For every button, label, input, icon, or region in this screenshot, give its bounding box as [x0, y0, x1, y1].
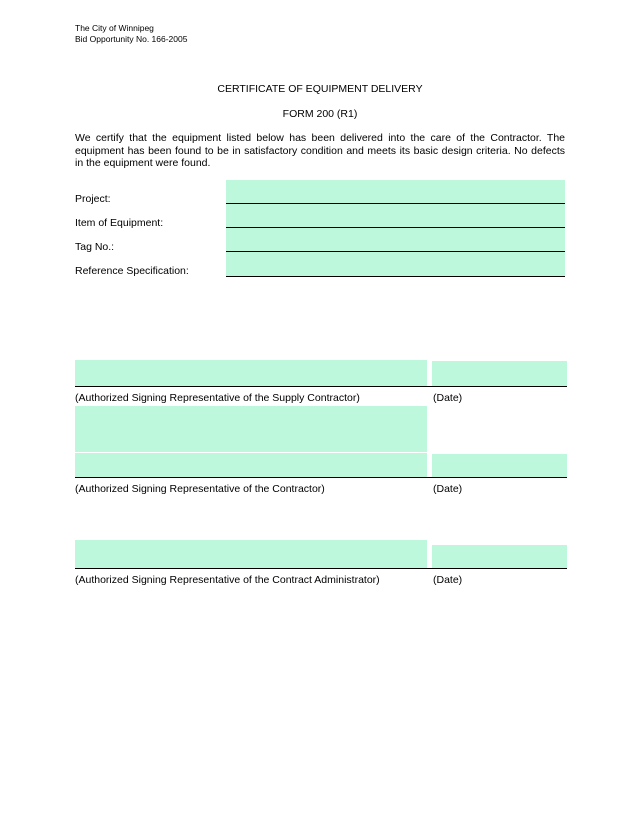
- supply-contractor-date-caption: (Date): [433, 392, 463, 404]
- contractor-signature-field[interactable]: [75, 453, 427, 477]
- project-field[interactable]: [226, 180, 565, 204]
- contract-administrator-date-field[interactable]: [432, 545, 567, 568]
- tag-no-field[interactable]: [226, 228, 565, 252]
- reference-specification-field[interactable]: [226, 252, 565, 277]
- header-city: The City of Winnipeg: [75, 23, 154, 33]
- supply-contractor-signature-line: [75, 386, 567, 387]
- project-label: Project:: [75, 193, 111, 205]
- contractor-signature-area[interactable]: [75, 406, 427, 452]
- contractor-date-caption: (Date): [433, 483, 463, 495]
- header-bid-number: Bid Opportunity No. 166-2005: [75, 34, 188, 44]
- contract-administrator-signature-line: [75, 568, 567, 569]
- supply-contractor-signature-field[interactable]: [75, 360, 427, 386]
- item-of-equipment-label: Item of Equipment:: [75, 217, 164, 229]
- contractor-signature-caption: (Authorized Signing Representative of the Contractor): [75, 483, 325, 495]
- document-title: CERTIFICATE OF EQUIPMENT DELIVERY: [217, 83, 423, 95]
- reference-specification-label: Reference Specification:: [75, 265, 189, 277]
- intro-paragraph: We certify that the equipment listed below has been delivered into the care of the Contractor. The equipment has been found to be in satisfactory condition and meets its basic design criteria. No defects in the equipment were found.: [75, 132, 565, 169]
- tag-no-label: Tag No.:: [75, 241, 115, 253]
- contract-administrator-signature-caption: (Authorized Signing Representative of the Contract Administrator): [75, 574, 380, 586]
- contract-administrator-signature-field[interactable]: [75, 540, 427, 568]
- item-of-equipment-field[interactable]: [226, 204, 565, 228]
- supply-contractor-date-field[interactable]: [432, 361, 567, 386]
- contractor-signature-line: [75, 477, 567, 478]
- supply-contractor-signature-caption: (Authorized Signing Representative of the Supply Contractor): [75, 392, 360, 404]
- contract-administrator-date-caption: (Date): [433, 574, 463, 586]
- contractor-date-field[interactable]: [432, 454, 567, 477]
- form-number: FORM 200 (R1): [282, 108, 358, 120]
